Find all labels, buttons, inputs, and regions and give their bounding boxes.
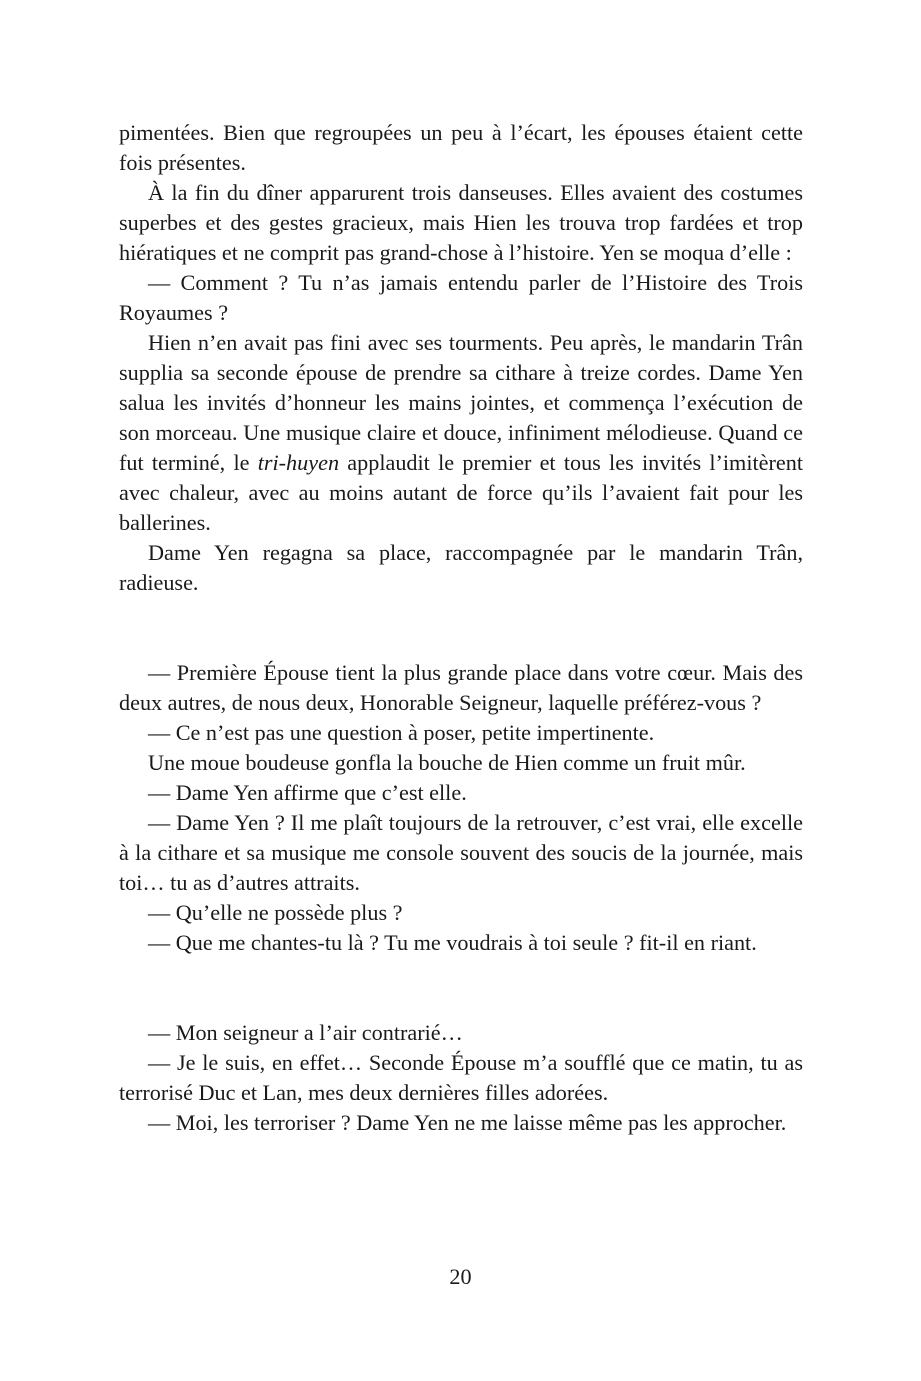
paragraph: À la fin du dîner apparurent trois danseuses. Elles avaient des costumes superbes et des gestes gracieux, mais Hien les trouva trop fardées et trop hiératiques et ne comprit pas grand-chose à l’histoire. Yen se moqua d’elle : [119, 180, 803, 265]
section-3 [119, 1018, 803, 1138]
page-body [119, 118, 803, 1138]
italic-term: tri-huyen [257, 450, 340, 475]
dialogue-line: — Je le suis, en effet… Seconde Épouse m’a soufflé que ce matin, tu as terrorisé Duc et Lan, mes deux dernières filles adorées. [119, 1050, 803, 1105]
dialogue-line: — Ce n’est pas une question à poser, petite impertinente. [148, 720, 655, 745]
paragraph: pimentées. Bien que regroupées un peu à l’écart, les épouses étaient cette fois présentes. [119, 120, 803, 175]
dialogue-line: — Que me chantes-tu là ? Tu me voudrais à toi seule ? fit-il en riant. [148, 930, 757, 955]
page-number: 20 [449, 1264, 472, 1289]
section-break [119, 598, 803, 658]
paragraph-text: Hien n’en avait pas fini avec ses tourments. Peu après, le mandarin Trân supplia sa seconde épouse de prendre sa cithare à treize cordes. Dame Yen salua les invités d’honneur les mains jointes, et commença l’exécution de son morceau. Une musique claire et douce, infiniment mélodieuse. Quand ce fut terminé, le [119, 330, 803, 475]
dialogue-line: — Qu’elle ne possède plus ? [148, 900, 403, 925]
section-break [119, 958, 803, 1018]
paragraph [119, 328, 803, 538]
paragraph: Dame Yen regagna sa place, raccompagnée par le mandarin Trân, radieuse. [119, 540, 803, 595]
dialogue-line: — Première Épouse tient la plus grande place dans votre cœur. Mais des deux autres, de nous deux, Honorable Seigneur, laquelle préférez-vous ? [119, 660, 803, 715]
dialogue-line: — Mon seigneur a l’air contrarié… [148, 1020, 463, 1045]
section-1 [119, 118, 803, 598]
dialogue-line: — Comment ? Tu n’as jamais entendu parler de l’Histoire des Trois Royaumes ? [119, 270, 803, 325]
dialogue-line: — Moi, les terroriser ? Dame Yen ne me laisse même pas les approcher. [148, 1110, 787, 1135]
paragraph-text: applaudit le premier et tous les invités l’imitèrent avec chaleur, avec au moins autant de force qu’ils l’avaient fait pour les ballerines. [119, 450, 803, 535]
section-2 [119, 658, 803, 958]
paragraph: Une moue boudeuse gonfla la bouche de Hien comme un fruit mûr. [148, 750, 746, 775]
dialogue-line: — Dame Yen ? Il me plaît toujours de la retrouver, c’est vrai, elle excelle à la cithare et sa musique me console souvent des soucis de la journée, mais toi… tu as d’autres attraits. [119, 810, 803, 895]
dialogue-line: — Dame Yen affirme que c’est elle. [148, 780, 467, 805]
